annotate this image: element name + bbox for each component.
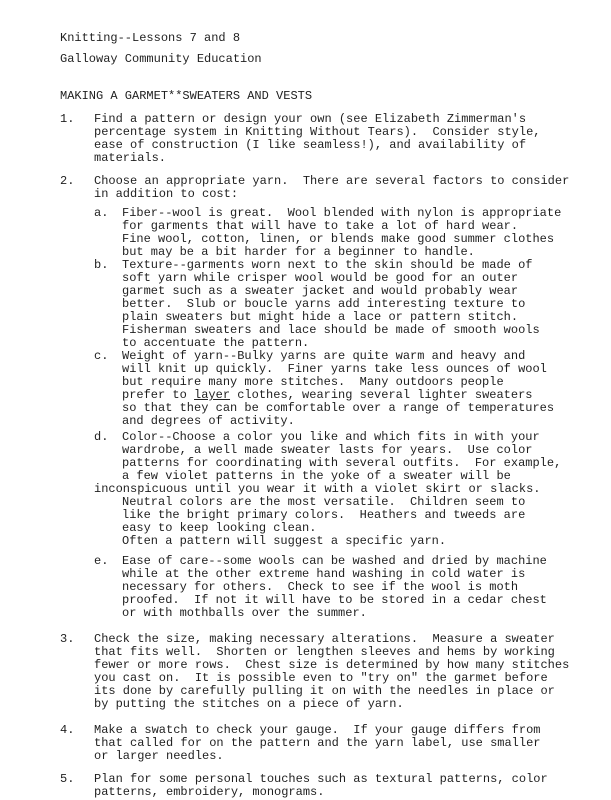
subitem-c-line: but require many more stitches. Many outdoors people [122, 375, 504, 389]
item-4-line: Make a swatch to check your gauge. If your gauge differs from [94, 723, 541, 737]
item-5-line: patterns, embroidery, monograms. [94, 785, 325, 799]
subitem-letter-c: c. [94, 349, 109, 363]
subitem-e-line: or with mothballs over the summer. [122, 606, 367, 620]
subitem-b-line: to accentuate the pattern. [122, 336, 310, 350]
document-title: Knitting--Lessons 7 and 8 [60, 31, 241, 45]
item-3-line: that fits well. Shorten or lengthen sleeves and hems by working [94, 645, 555, 659]
subitem-d-line: wardrobe, a well made sweater lasts for years. Use color [122, 443, 533, 457]
subitem-a-line: Fine wool, cotton, linen, or blends make good summer clothes [122, 232, 555, 246]
subitem-d-line: a few violet patterns in the yoke of a sweater will be [122, 469, 511, 483]
subitem-a-line: for garments that will have to take a lot of hard wear. [122, 219, 519, 233]
subitem-a-line: but may be a bit harder for a beginner to handle. [122, 245, 475, 259]
item-3-line: fewer or more rows. Chest size is determined by how many stitches [94, 658, 570, 672]
subitem-c-line: and degrees of activity. [122, 414, 295, 428]
subitem-c-line-rest: clothes, wearing several lighter sweaters [237, 388, 533, 402]
subitem-c-line: so that they can be comfortable over a range of temperatures [122, 401, 555, 415]
subitem-d-line: easy to keep looking clean. [122, 521, 317, 535]
item-3-line: you cast on. It is possible even to "try on" the garmet before [94, 671, 548, 685]
subitem-d-line: Often a pattern will suggest a specific yarn. [122, 534, 447, 548]
subitem-d-line: Neutral colors are the most versatile. Children seem to [122, 495, 526, 509]
subitem-letter-b: b. [94, 258, 109, 272]
item-1-line: percentage system in Knitting Without Tears). Consider style, [94, 125, 541, 139]
subitem-d-line-outdented: inconspicuous until you wear it with a violet skirt or slacks. [94, 482, 541, 496]
subitem-e-line: proofed. If not it will have to be stored in a cedar chest [122, 593, 547, 607]
item-number-5: 5. [60, 772, 75, 786]
subitem-b-line: better. Slub or boucle yarns add interesting texture to [122, 297, 526, 311]
item-3-line: its done by carefully pulling it on with the needles in place or [94, 684, 555, 698]
item-number-4: 4. [60, 723, 75, 737]
subitem-d-line: like the bright primary colors. Heathers and tweeds are [122, 508, 526, 522]
subitem-e-line: necessary for others. Check to see if the wool is moth [122, 580, 519, 594]
subitem-d-line: patterns for coordinating with several outfits. For example, [122, 456, 562, 470]
subitem-c-line-prefix: prefer to [122, 388, 195, 402]
subitem-b-line: garmet such as a sweater jacket and would probably wear [122, 284, 519, 298]
item-3-line: Check the size, making necessary alterations. Measure a sweater [94, 632, 555, 646]
section-heading: MAKING A GARMET**SWEATERS AND VESTS [60, 89, 313, 103]
subitem-e-line: while at the other extreme hand washing in cold water is [122, 567, 526, 581]
subitem-letter-e: e. [94, 554, 109, 568]
item-5-line: Plan for some personal touches such as textural patterns, color [94, 772, 548, 786]
subitem-b-line: Texture--garments worn next to the skin should be made of [122, 258, 533, 272]
item-number-1: 1. [60, 112, 75, 126]
subitem-b-line: soft yarn while crisper wool would be good for an outer [122, 271, 519, 285]
subitem-c-line: will knit up quickly. Finer yarns take less ounces of wool [122, 362, 547, 376]
item-4-line: that called for on the pattern and the yarn label, use smaller [94, 736, 541, 750]
subitem-c-line: Weight of yarn--Bulky yarns are quite warm and heavy and [122, 349, 526, 363]
subitem-letter-d: d. [94, 430, 109, 444]
underlined-word: layer [194, 388, 231, 402]
subitem-b-line: plain sweaters but might hide a lace or pattern stitch. [122, 310, 519, 324]
subitem-letter-a: a. [94, 206, 109, 220]
item-1-line: materials. [94, 151, 167, 165]
item-2-line: Choose an appropriate yarn. There are several factors to consider [94, 174, 570, 188]
subitem-d-line: Color--Choose a color you like and which fits in with your [122, 430, 540, 444]
item-1-line: Find a pattern or design your own (see Elizabeth Zimmerman's [94, 112, 527, 126]
subitem-b-line: Fisherman sweaters and lace should be made of smooth wools [122, 323, 540, 337]
subitem-e-line: Ease of care--some wools can be washed and dried by machine [122, 554, 547, 568]
item-number-3: 3. [60, 632, 75, 646]
document-subtitle: Galloway Community Education [60, 52, 262, 66]
item-1-line: ease of construction (I like seamless!), and availability of [94, 138, 527, 152]
item-4-line: or larger needles. [94, 749, 224, 763]
subitem-a-line: Fiber--wool is great. Wool blended with nylon is appropriate [122, 206, 562, 220]
item-3-line: by putting the stitches on a piece of yarn. [94, 697, 404, 711]
item-number-2: 2. [60, 174, 75, 188]
item-2-line: in addition to cost: [94, 187, 239, 201]
